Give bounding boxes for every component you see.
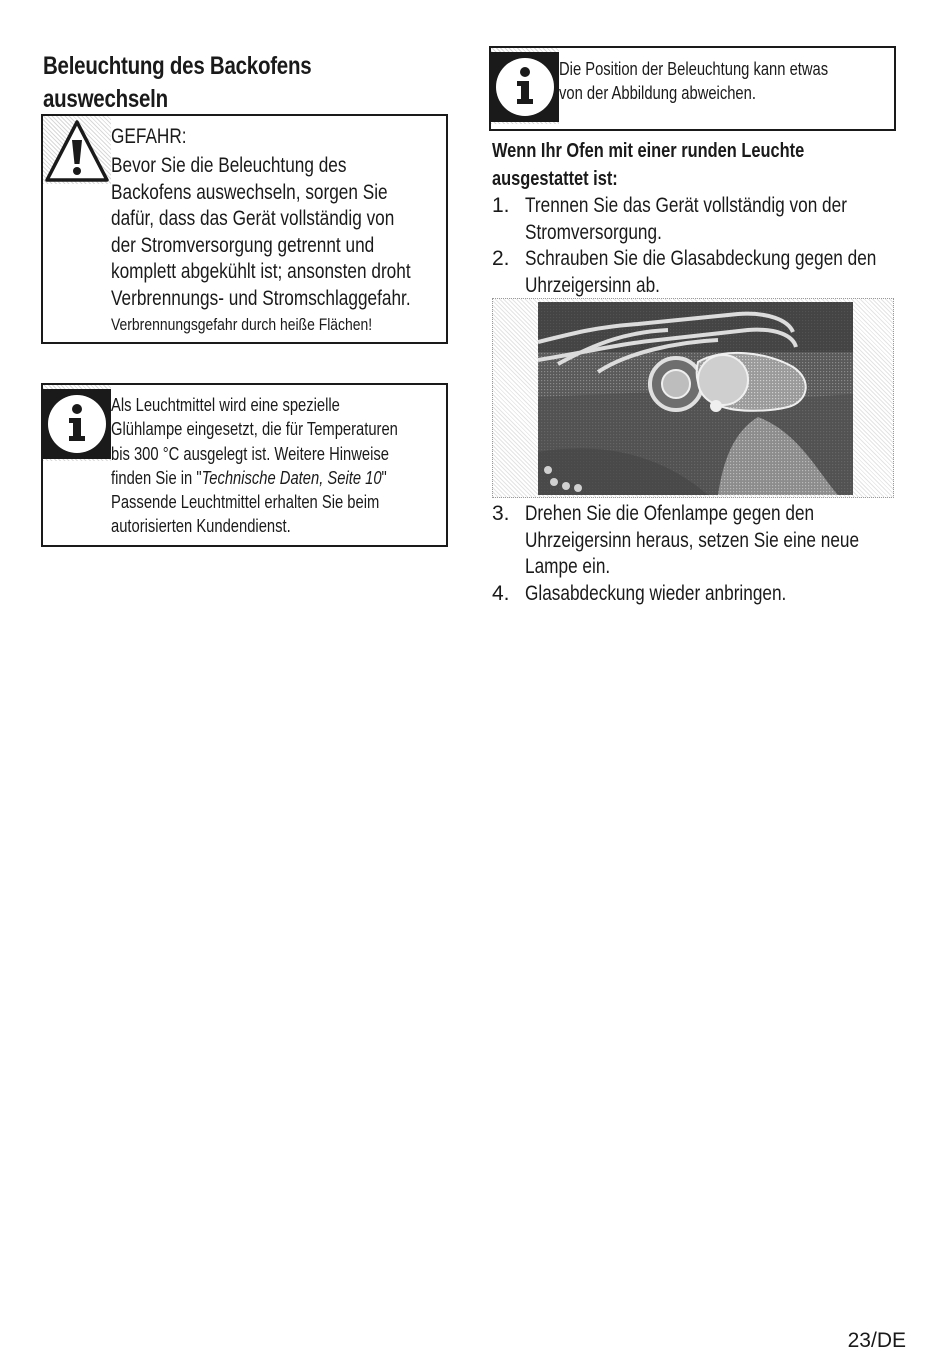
step-text: Schrauben Sie die Glasabdeckung gegen den Uhrzeigersinn ab. (525, 247, 877, 297)
danger-warning-box (41, 114, 448, 344)
illustration-frame (492, 298, 894, 498)
step-number: 2. (492, 247, 510, 270)
warning-icon-cell (43, 116, 111, 184)
step-text: Trennen Sie das Gerät vollständig von der Stromversorgung. (525, 194, 847, 244)
step-number: 1. (492, 194, 510, 217)
page-number: 23/DE (847, 1329, 906, 1352)
step-number: 4. (492, 582, 510, 605)
info-icon-cell (491, 48, 559, 124)
info-icon (43, 385, 111, 461)
info-box-lamp-type (41, 383, 448, 547)
warning-triangle-icon (43, 116, 111, 184)
danger-note: Verbrennungsgefahr durch heiße Flächen! (111, 315, 373, 334)
info-box-position-note (489, 46, 896, 131)
step-number: 3. (492, 502, 510, 525)
info-lamp-text: Als Leuchtmittel wird eine spezielle Glühlampe eingesetzt, die für Temperaturen bis 300 °C ausgelegt ist. Weitere Hinweise finden Sie in "Technische Daten, Seite 10" Passende Leuchtmittel erhalten Sie beim autorisierten Kundendienst. (111, 395, 398, 537)
danger-body: Bevor Sie die Beleuchtung des Backofens auswechseln, sorgen Sie dafür, dass das Gerät vollständig von der Stromversorgung getrennt und komplett abgekühlt ist; ansonsten droht Verbrennungs- und Stromschlaggefahr. (111, 154, 411, 310)
technical-data-reference: finden Sie in "Technische Daten, Seite 10" (111, 467, 387, 488)
section-title: Beleuchtung des Backofens auswechseln (43, 52, 312, 113)
step-text: Drehen Sie die Ofenlampe gegen den Uhrzeigersinn heraus, setzen Sie eine neue Lampe ein. (525, 502, 860, 578)
info-position-text: Die Position der Beleuchtung kann etwas von der Abbildung abweichen. (559, 59, 829, 103)
step-text: Glasabdeckung wieder anbringen. (525, 582, 787, 605)
info-icon-cell (43, 385, 111, 461)
danger-heading: GEFAHR: (111, 125, 187, 148)
info-icon (491, 48, 559, 124)
steps-heading: Wenn Ihr Ofen mit einer runden Leuchte ausgestattet ist: (492, 140, 805, 190)
oven-lamp-photo (538, 302, 853, 495)
